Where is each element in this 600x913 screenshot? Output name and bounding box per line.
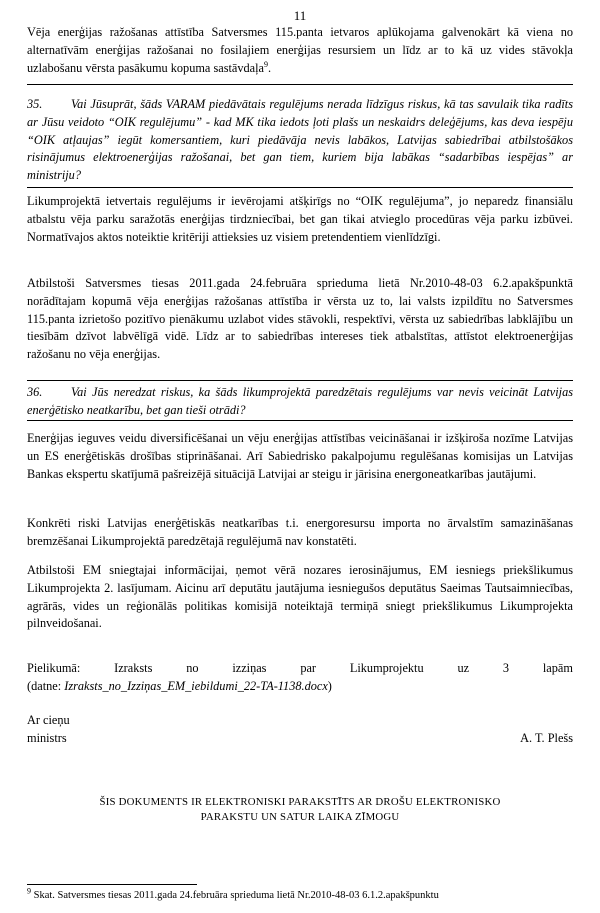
attachment-note [27,660,573,696]
question-number: 36. [27,385,43,399]
closing: Ar cieņu [27,713,70,727]
divider [27,84,573,85]
paragraph-specific-risks: Konkrēti riski Latvijas enerģētiskās neatkarības t.i. energoresursu importa no ārvalstīm samazināšanas bremzēšanai Likumprojektā paredzētajā regulējumā nav konstatēti. [27,516,573,548]
footnote-divider [27,884,197,885]
question-35: 35. Vai Jūsuprāt, šāds VARAM piedāvātais regulējums nerada līdzīgus riskus, kā tas savulaik tika radīts ar Jūsu veidoto “OIK regulējumu” - kad MK tika iedots ļoti plašs un neskaidrs deleģējums, kas deva iespēju “OIK atļaujas” iegūt komersantiem, kuri piedāvāja nevis labākos, Latvijas sabiedrībai atbilstošākos risinājumus elektroenerģijas ražošanai, bet gan tiem, kuriem bija labākas “sadarbības iespējas” ar ministriju? [27,97,573,183]
paragraph-wind-development: Vēja enerģijas ražošanas attīstība Satversmes 115.panta ietvaros aplūkojama galvenokārt kā viena no alternatīvām enerģijas ražošanai no fosilajiem enerģijas resursiem un līdz ar to kā uz vides stāvokļa uzlabošanu vērsta pasākumu kopuma sastāvdaļa$^9$. [27,25,573,75]
paragraph-em-proposals: Atbilstoši EM sniegtajai informācijai, ņemot vērā nozares ierosinājumus, EM iesniegs priekšlikumus Likumprojekta 2. lasījumam. Aicinu arī deputātu jautājuma iesniegušos deputātus Saeimas Tautsaimniecības, agrārās, vides un reģionālās politikas komisijā noteiktajā termiņā sniegt priekšlikumus Likumprojekta pilnveidošanai. [27,563,573,631]
attachment-line: Pielikumā: Izraksts no izziņas par Likumprojektu uz 3 lapām [27,661,573,675]
footnote-ref: 9 [264,59,268,69]
question-36: 36. Vai Jūs neredzat riskus, ka šāds likumprojektā paredzētais regulējums var nevis veicināt Latvijas enerģētisko neatkarību, bet gan tieši otrādi? [27,385,573,417]
divider [27,187,573,188]
footnote: $^9$ Skat. Satversmes tiesas 2011.gada 24.februāra sprieduma lietā Nr.2010-48-03 6.1.2.apakšpunktu [27,886,439,901]
signature-block [27,712,573,748]
signer-name: A. T. Plešs [520,730,573,745]
signer-title: ministrs [27,730,67,745]
divider [27,380,573,381]
paragraph-oik-difference: Likumprojektā ietvertais regulējums ir ievērojami atšķirīgs no “OIK regulējuma”, jo neparedz finansiālu atbalstu vēja parku saražotās enerģijas tirdzniecībai, bet gan tikai atvieglo procedūras vēja parku izbūvei. Normatīvajos aktos noteiktie kritēriji attieksies uz visiem pretendentiem vienlīdzīgi. [27,194,573,244]
paragraph-court-judgment: Atbilstoši Satversmes tiesas 2011.gada 24.februāra sprieduma lietā Nr.2010-48-03 6.2.apakšpunktā norādītajam kopumā vēja enerģijas ražošanas attīstība ir vērsta uz to, lai valsts izpildītu no Satversmes 115.panta izrietošo pozitīvo pienākumu uzlabot vides stāvokli, respektīvi, vērsta uz sabiedrības labklājību un tiesībām dzīvot labvēlīgā vidē. Līdz ar to sabiedrības intereses tiek atbalstītas, attīstot elektroenerģijas ražošanu no vēja enerģijas. [27,276,573,362]
attachment-filename: (datne: Izraksts_no_Izziņas_EM_iebildumi_22-TA-1138.docx) [27,678,332,693]
paragraph-diversification: Enerģijas ieguves veidu diversificēšanai un vēju enerģijas attīstības veicināšanai ir izšķiroša nozīme Latvijas un ES enerģētiskās drošības stiprināšanai. Arī Sabiedrisko pakalpojumu regulēšanas komisijas un Latvijas Bankas ekspertu skatījumā pašreizējā situācijā Latvijai ar steigu ir jārisina energoneatkarības jautājumi. [27,431,573,481]
page-number: 11 [293,8,307,23]
divider [27,420,573,421]
electronic-signature-notice: ŠIS DOKUMENTS IR ELEKTRONISKI PARAKSTĪTS AR DROŠU ELEKTRONISKO PARAKSTU UN SATUR LAIKA ZĪMOGU [99,796,501,823]
question-number: 35. [27,97,43,111]
